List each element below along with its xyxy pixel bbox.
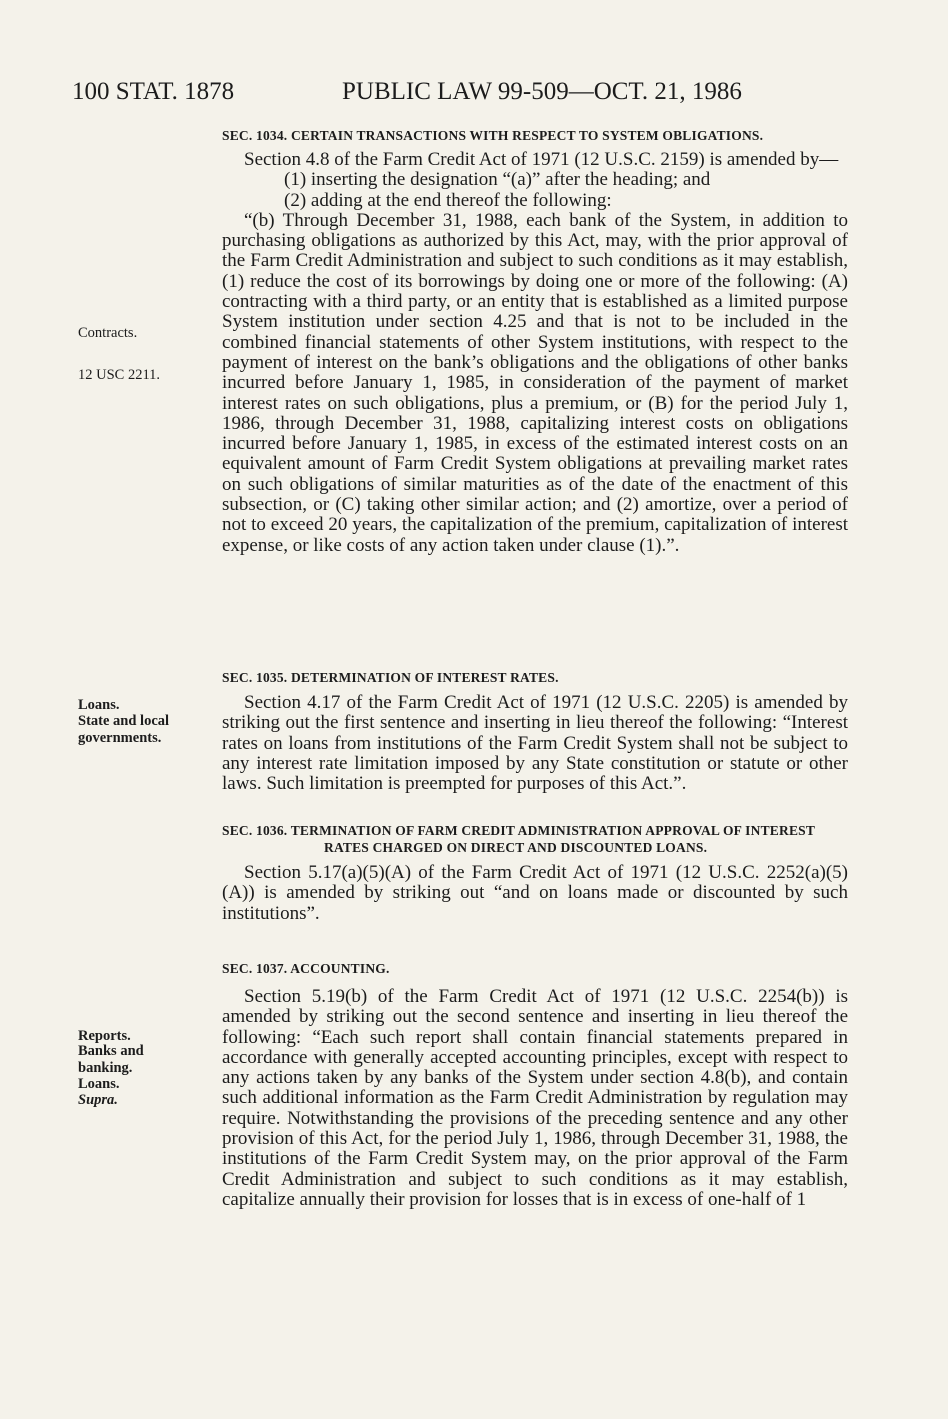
page-header xyxy=(72,78,872,118)
margin-note-loans: Loans. xyxy=(78,697,120,713)
section-1034-intro: Section 4.8 of the Farm Credit Act of 1971 (12 U.S.C. 2159) is amended by— xyxy=(244,149,839,170)
section-1036-heading: SEC. 1036. TERMINATION OF FARM CREDIT ADMINISTRATION APPROVAL OF INTEREST RATES CHARGED ON DIRECT AND DISCOUNTED LOANS. xyxy=(222,823,815,855)
public-law-title: PUBLIC LAW 99-509—OCT. 21, 1986 xyxy=(342,78,742,105)
margin-note-contracts: Contracts. xyxy=(78,325,138,341)
section-1037-text: Section 5.19(b) of the Farm Credit Act of 1971 (12 U.S.C. 2254(b)) is amended by striking out the second sentence and inserting in lieu thereof the following: “Each such report shall contain financial statements prepared in accordance with generally accepted accounting principles, except with respect to any actions taken by any banks of the System under section 4.8(b), and contain such additional information as the Farm Credit Administration by regulation may require. Notwithstanding the provisions of the preceding sentence and any other provision of this Act, for the period July 1, 1986, through December 31, 1988, the institutions of the Farm Credit System may, on the prior approval of the Farm Credit Administration and subject to such conditions as it may establish, capitalize annually their provision for losses that is in excess of one-half of 1 xyxy=(222,986,848,1210)
section-1037 xyxy=(222,960,848,1210)
section-1034-quote: “(b) Through December 31, 1988, each bank of the System, in addition to purchasing obligations as authorized by this Act, may, with the prior approval of the Farm Credit Administration and subject to such conditions as it may establish, (1) reduce the cost of its borrowings by doing one or more of the following: (A) contracting with a third party, or an entity that is established as a limited purpose System institution under section 4.25 and that is not to be included in the combined financial statements of other System institutions, with respect to the payment of interest on the bank’s obligations and the obligations of other banks incurred before January 1, 1985, in consideration of the payment of market interest rates on such obligations, plus a premium, or (B) for the period July 1, 1986, through December 31, 1988, capitalizing interest costs on obligations incurred before January 1, 1985, in excess of the estimated interest costs on an equivalent amount of Farm Credit System obligations at prevailing market rates on such obligations of similar maturities as of the date of the enactment of this subsection, or (C) taking other similar action; and (2) amortize, over a period of not to exceed 20 years, the capitalization of the premium, capitalization of interest expense, or like costs of any action taken under clause (1).”. xyxy=(222,209,848,556)
section-1034-item-2: (2) adding at the end thereof the following: xyxy=(284,189,612,211)
margin-note-reports: Reports. xyxy=(78,1028,131,1044)
section-1037-heading: SEC. 1037. ACCOUNTING. xyxy=(222,961,390,976)
section-1035 xyxy=(222,669,848,794)
section-1034 xyxy=(222,127,848,556)
section-1036 xyxy=(222,822,848,924)
section-1035-heading: SEC. 1035. DETERMINATION OF INTEREST RATES. xyxy=(222,670,559,685)
supra-text: Supra. xyxy=(78,1092,118,1108)
section-1035-text: Section 4.17 of the Farm Credit Act of 1971 (12 U.S.C. 2205) is amended by striking out the first sentence and inserting in lieu thereof the following: “Interest rates on loans from institutions of the Farm Credit System shall not be subject to any interest rate limitation imposed by any State constitution or statute or other laws. Such limitation is preempted for purposes of this Act.”. xyxy=(222,692,848,795)
section-1034-heading: SEC. 1034. CERTAIN TRANSACTIONS WITH RESPECT TO SYSTEM OBLIGATIONS. xyxy=(222,128,764,143)
margin-note-supra xyxy=(78,1092,118,1109)
margin-note-usc-2211: 12 USC 2211. xyxy=(78,367,161,383)
stat-page-number: 100 STAT. 1878 xyxy=(72,78,235,105)
margin-note-loans-2: Loans. xyxy=(78,1076,120,1092)
margin-note-state-local: State and local governments. xyxy=(78,713,170,746)
margin-note-banks: Banks and banking. xyxy=(78,1043,144,1076)
section-1036-text: Section 5.17(a)(5)(A) of the Farm Credit Act of 1971 (12 U.S.C. 2252(a)(5)(A)) is amended by striking out “and on loans made or discounted by such institutions”. xyxy=(222,862,848,924)
section-1034-item-1: (1) inserting the designation “(a)” after the heading; and xyxy=(284,169,711,191)
